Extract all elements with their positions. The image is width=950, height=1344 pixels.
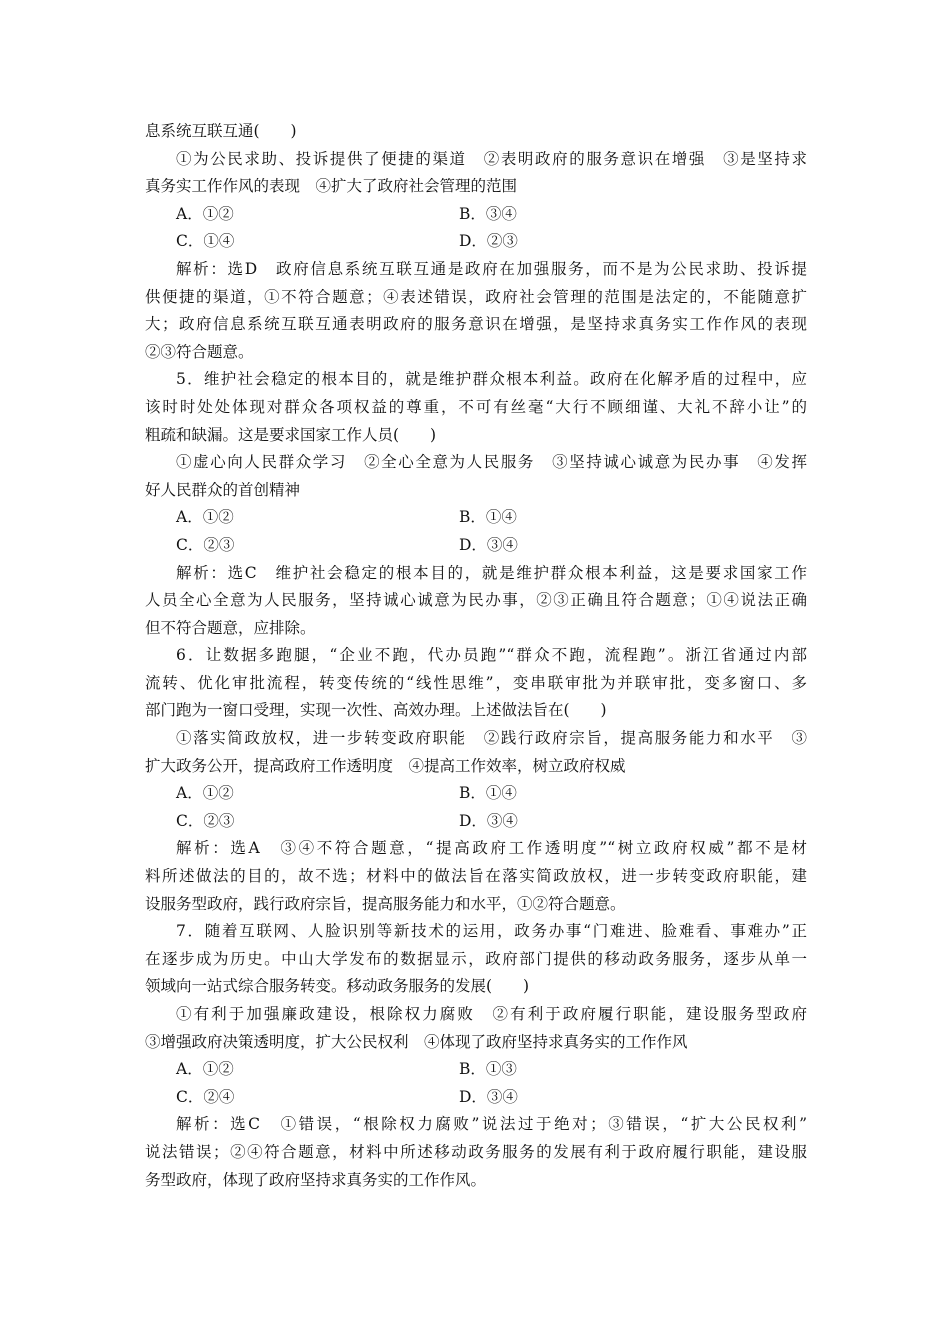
question-5 bbox=[145, 366, 807, 642]
q4-option-b: B．③④ bbox=[459, 204, 517, 223]
q4-analysis-line-4: ②③符合题意。 bbox=[145, 342, 254, 361]
q4-analysis-line-3: 大；政府信息系统互联互通表明政府的服务意识在增强，是坚持求真务实工作作风的表现 bbox=[145, 315, 807, 334]
q6-statements-line-1: ①落实简政放权，进一步转变政府职能 ②践行政府宗旨，提高服务能力和水平 ③ bbox=[176, 729, 807, 748]
q5-option-b: B．①④ bbox=[459, 508, 517, 527]
q6-stem-line-2: 流转、优化审批流程，转变传统的“线性思维”，变串联审批为并联审批，变多窗口、多 bbox=[145, 673, 807, 692]
q5-options-row-1 bbox=[145, 504, 807, 532]
q4-stem: 息系统互联互通( ) bbox=[145, 122, 297, 140]
q4-options-row-2 bbox=[145, 228, 807, 256]
q4-options-row-1 bbox=[145, 201, 807, 229]
q7-options-row-2 bbox=[145, 1084, 807, 1112]
q7-analysis-line-2: 说法错误；②④符合题意，材料中所述移动政务服务的发展有利于政府履行职能，建设服 bbox=[145, 1142, 807, 1161]
q5-analysis-line-2: 人员全心全意为人民服务，坚持诚心诚意为民办事，②③正确且符合题意；①④说法正确 bbox=[145, 591, 807, 610]
q4-option-c: C．①④ bbox=[176, 232, 235, 251]
q6-option-b: B．①④ bbox=[459, 784, 517, 803]
document-page bbox=[145, 118, 807, 1194]
q5-options-row-2 bbox=[145, 532, 807, 560]
q4-option-d: D．②③ bbox=[459, 232, 518, 251]
q6-stem-line-3: 部门跑为一窗口受理，实现一次性、高效办理。上述做法旨在( ) bbox=[145, 701, 607, 720]
q6-analysis-line-2: 料所述做法的目的，故不选；材料中的做法旨在落实简政放权，进一步转变政府职能，建 bbox=[145, 867, 807, 886]
q7-options-row-1 bbox=[145, 1056, 807, 1084]
q5-stem-line-1: 5．维护社会稳定的根本目的，就是维护群众根本利益。政府在化解矛盾的过程中，应 bbox=[176, 370, 807, 389]
q5-analysis-line-1: 解析：选C 维护社会稳定的根本目的，就是维护群众根本利益，这是要求国家工作 bbox=[176, 563, 807, 582]
q5-stem-line-3: 粗疏和缺漏。这是要求国家工作人员( ) bbox=[145, 425, 437, 444]
q4-option-a: A．①② bbox=[176, 204, 234, 223]
q4-analysis-line-2: 供便捷的渠道，①不符合题意；④表述错误，政府社会管理的范围是法定的，不能随意扩 bbox=[145, 287, 807, 306]
q6-analysis-line-3: 设服务型政府，践行政府宗旨，提高服务能力和水平，①②符合题意。 bbox=[145, 894, 626, 913]
q6-option-c: C．②③ bbox=[176, 811, 235, 830]
q7-statements-line-1: ①有利于加强廉政建设，根除权力腐败 ②有利于政府履行职能，建设服务型政府 bbox=[176, 1005, 807, 1023]
q7-stem-line-1: 7．随着互联网、人脸识别等新技术的运用，政务办事“门难进、脸难看、事难办”正 bbox=[176, 922, 807, 941]
q7-option-a: A．①② bbox=[176, 1060, 234, 1079]
q6-options-row-2 bbox=[145, 808, 807, 836]
q7-analysis-line-1: 解析：选C ①错误，“根除权力腐败”说法过于绝对；③错误，“扩大公民权利” bbox=[176, 1115, 807, 1134]
question-4 bbox=[145, 118, 807, 366]
question-6 bbox=[145, 642, 807, 918]
q4-analysis-line-1: 解析：选D 政府信息系统互联互通是政府在加强服务，而不是为公民求助、投诉提 bbox=[176, 259, 807, 278]
q7-option-c: C．②④ bbox=[176, 1087, 235, 1106]
q7-statements-line-2: ③增强政府决策透明度，扩大公民权利 ④体现了政府坚持求真务实的工作作风 bbox=[145, 1032, 688, 1051]
q5-option-d: D．③④ bbox=[459, 535, 518, 554]
q6-stem-line-1: 6．让数据多跑腿，“企业不跑，代办员跑”“群众不跑，流程跑”。浙江省通过内部 bbox=[176, 646, 807, 665]
q7-analysis-line-3: 务型政府，体现了政府坚持求真务实的工作作风。 bbox=[145, 1170, 487, 1189]
q7-stem-line-2: 在逐步成为历史。中山大学发布的数据显示，政府部门提供的移动政务服务，逐步从单一 bbox=[145, 949, 807, 968]
q6-statements-line-2: 扩大政务公开，提高政府工作透明度 ④提高工作效率，树立政府权威 bbox=[145, 756, 626, 775]
q6-analysis-line-1: 解析：选A ③④不符合题意，“提高政府工作透明度”“树立政府权威”都不是材 bbox=[176, 839, 807, 858]
q6-options-row-1 bbox=[145, 780, 807, 808]
q4-statements-line-2: 真务实工作作风的表现 ④扩大了政府社会管理的范围 bbox=[145, 177, 518, 196]
q6-option-a: A．①② bbox=[176, 784, 234, 803]
q7-option-d: D．③④ bbox=[459, 1087, 518, 1106]
q7-option-b: B．①③ bbox=[459, 1060, 517, 1079]
q6-option-d: D．③④ bbox=[459, 811, 518, 830]
q5-option-c: C．②③ bbox=[176, 535, 235, 554]
q7-stem-line-3: 领域向一站式综合服务转变。移动政务服务的发展( ) bbox=[145, 977, 530, 996]
q5-option-a: A．①② bbox=[176, 508, 234, 527]
q5-statements-line-2: 好人民群众的首创精神 bbox=[145, 480, 301, 499]
q5-stem-line-2: 该时时处处体现对群众各项权益的尊重，不可有丝毫“大行不顾细谨、大礼不辞小让”的 bbox=[145, 397, 807, 416]
q5-statements-line-1: ①虚心向人民群众学习 ②全心全意为人民服务 ③坚持诚心诚意为民办事 ④发挥 bbox=[176, 453, 807, 472]
q5-analysis-line-3: 但不符合题意，应排除。 bbox=[145, 618, 316, 637]
q4-statements-line-1: ①为公民求助、投诉提供了便捷的渠道 ②表明政府的服务意识在增强 ③是坚持求 bbox=[176, 149, 807, 168]
question-7 bbox=[145, 918, 807, 1194]
